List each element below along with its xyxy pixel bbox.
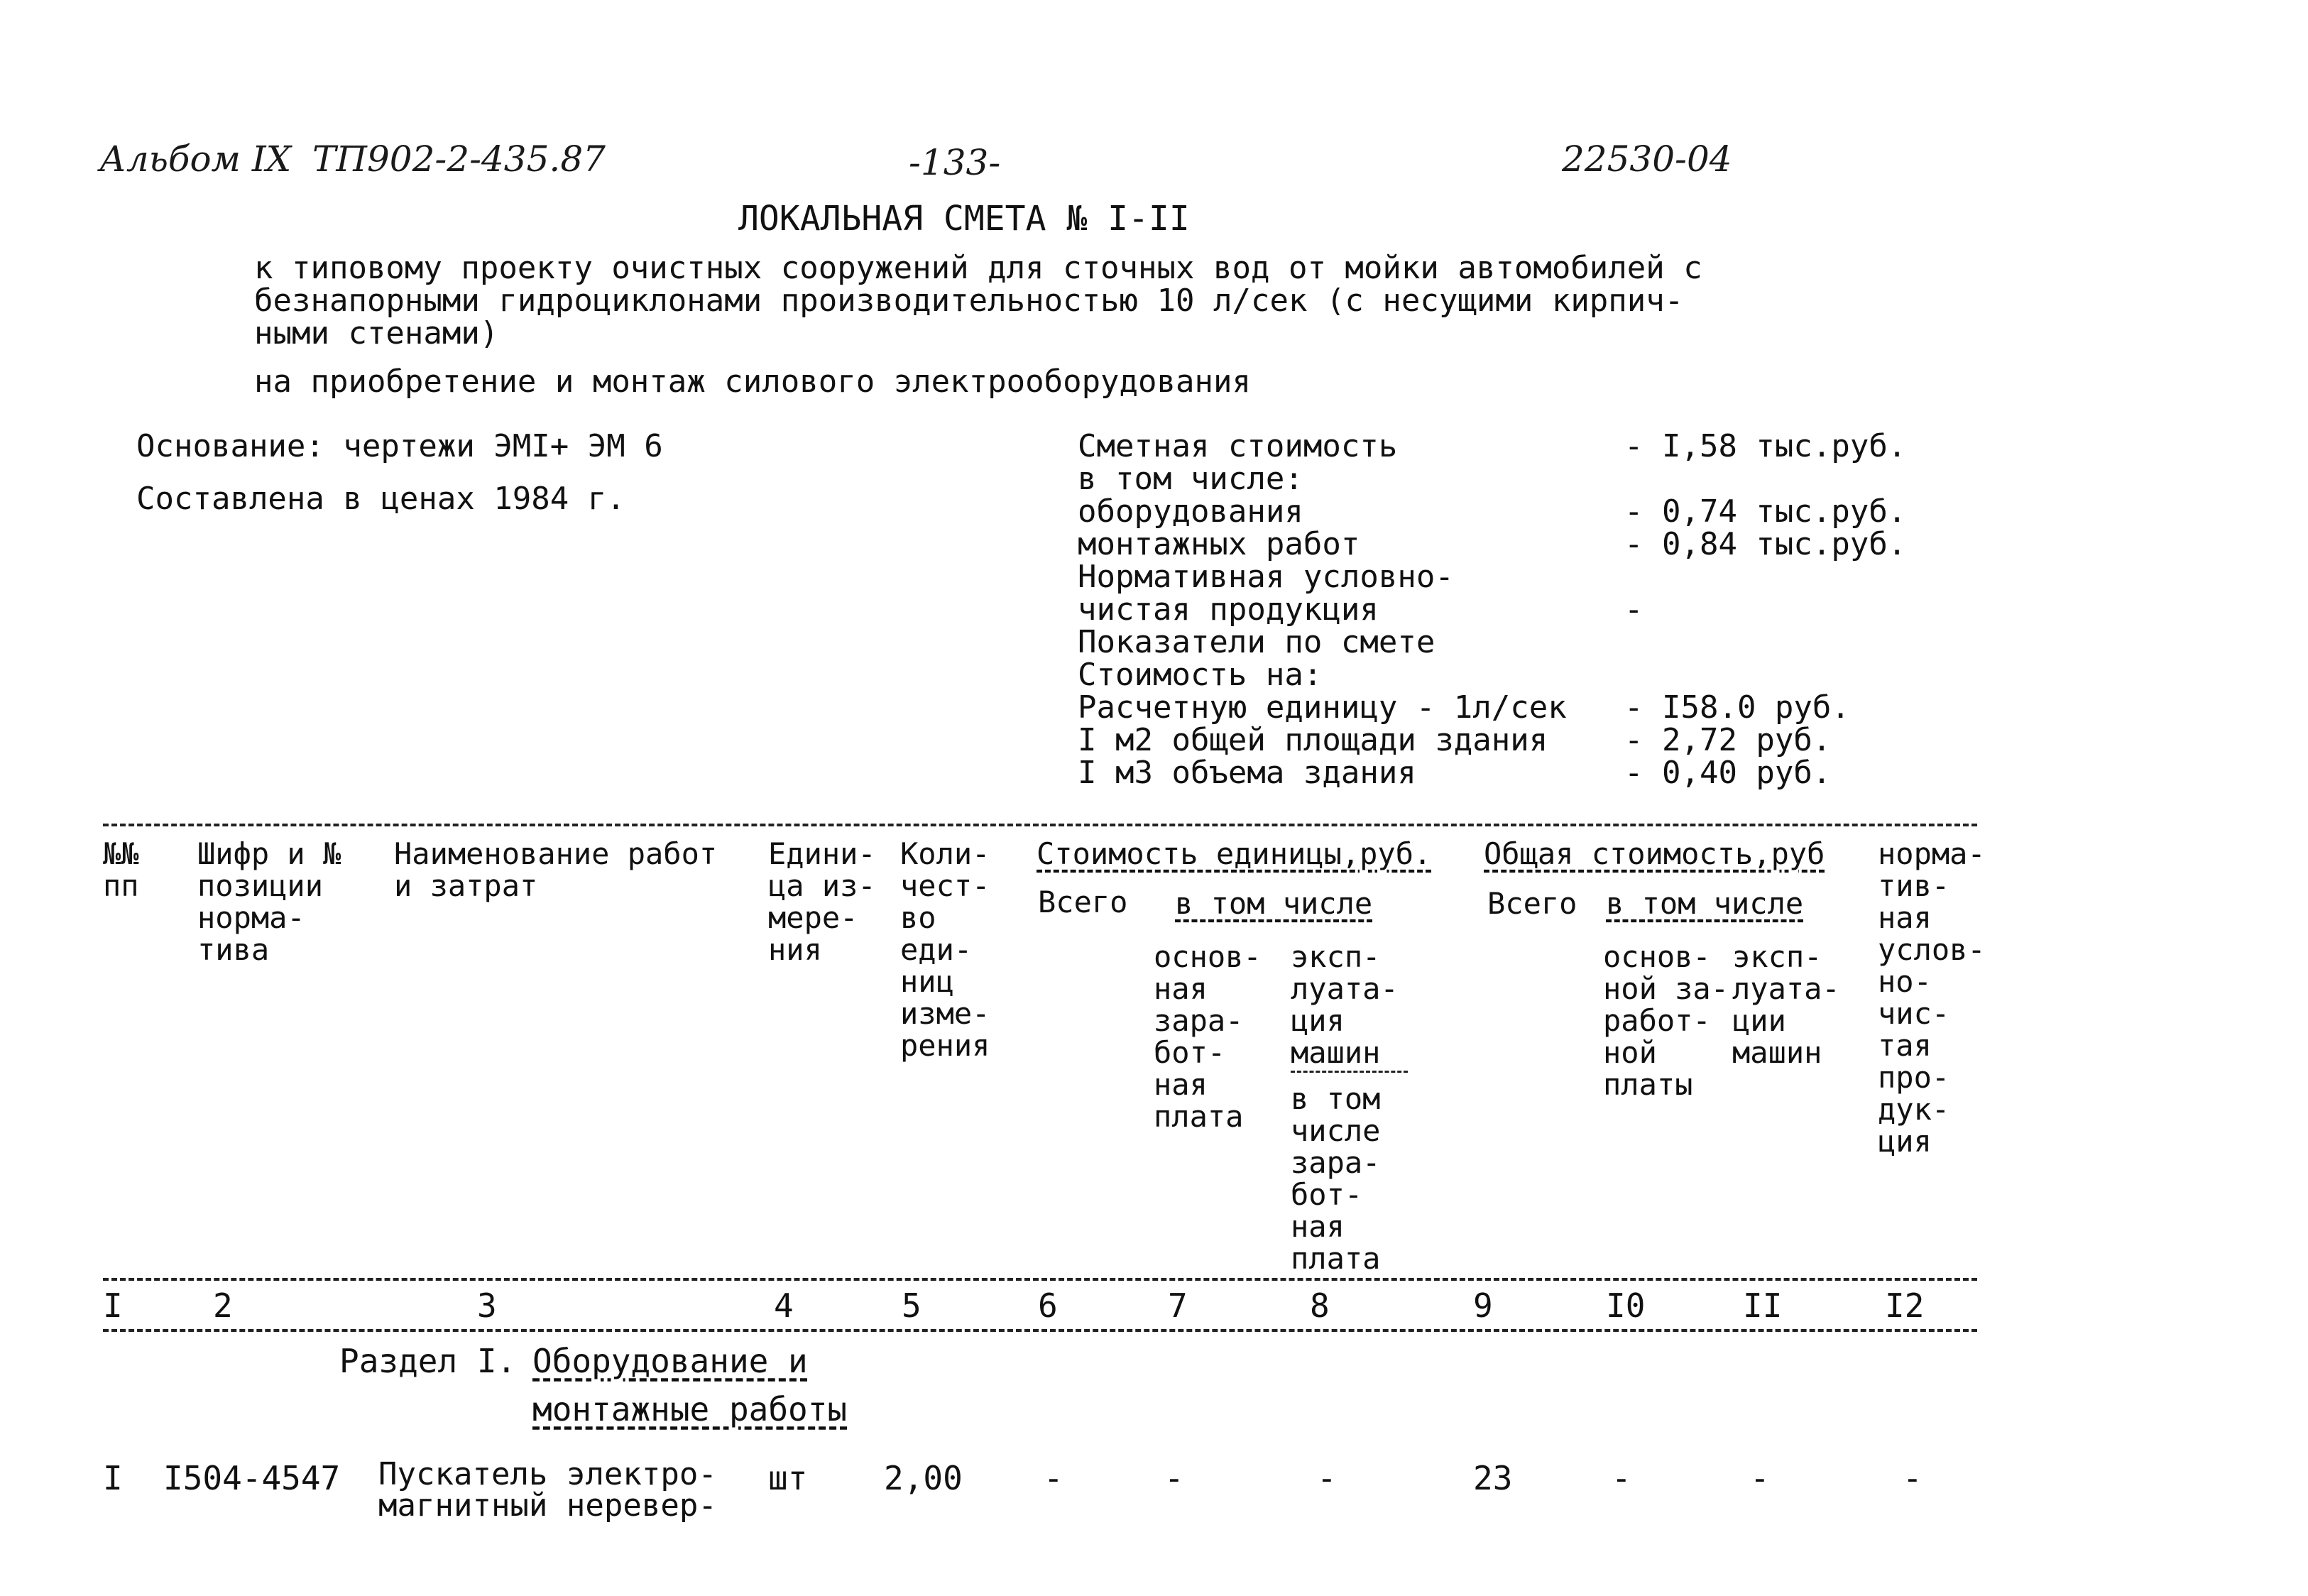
summary-label-9: I м2 общей площади здания [1078,722,1548,758]
section-prefix: Раздел I. [339,1342,517,1380]
column-number-4: 4 [774,1286,794,1325]
summary-label-10: I м3 объема здания [1078,755,1416,791]
column-numbers-rule [103,1329,1977,1332]
header-quantity: Коли- чест- во еди- ниц изме- рения [900,836,990,1063]
section-title-line-2: монтажные работы [532,1390,848,1428]
description-line-2: безнапорными гидроциклонами производительностью 10 л/сек (с несущими кирпич- [254,283,1684,319]
column-number-2: 2 [213,1286,233,1325]
column-number-10: I0 [1606,1286,1646,1325]
description-line-3: ными стенами) [254,315,499,351]
header-unit-including: в том числе [1175,886,1373,921]
basis-drawings: Основание: чертежи ЭМI+ ЭМ 6 [136,428,663,464]
header-total-cost: Общая стоимость,руб [1484,836,1825,871]
row-total-wage: - [1612,1459,1631,1497]
header-unit-machine-wage: в том числе зара- бот- ная плата [1291,1081,1381,1276]
header-net-production: норма- тив- ная услов- но- чис- тая про- дук- ция [1878,836,1986,1159]
header-work-name: Наименование работ и затрат [394,836,718,903]
basis-prices: Составлена в ценах 1984 г. [136,481,625,517]
header-unit: Едини- ца из- мере- ния [768,836,876,967]
header-bottom-rule [103,1278,1977,1281]
summary-label-7: Стоимость на: [1078,657,1323,693]
header-total-machines: эксп- луата- ции машин [1732,939,1840,1070]
column-number-5: 5 [902,1286,921,1325]
description-line-1: к типовому проекту очистных сооружений для сточных вод от мойки автомобилей с [254,250,1702,286]
column-number-7: 7 [1168,1286,1188,1325]
header-unit-base-wage: основ- ная зара- бот- ная плата [1154,939,1262,1134]
document-code: 22530-04 [1562,138,1732,180]
column-number-12: I2 [1885,1286,1925,1325]
header-unit-machines: эксп- луата- ция машин [1291,939,1399,1070]
header-total-base-wage: основ- ной за- работ- ной платы [1603,939,1729,1102]
row-total: 23 [1473,1459,1513,1497]
row-norm-code: I504-4547 [163,1459,341,1497]
summary-value-0: - I,58 тыс.руб. [1624,428,1907,464]
summary-label-1: в том числе: [1078,461,1303,497]
row-number: I [103,1459,123,1497]
row-unit-total: - [1044,1459,1063,1497]
row-net-production: - [1903,1459,1923,1497]
summary-label-0: Сметная стоимость [1078,428,1398,464]
column-number-8: 8 [1310,1286,1330,1325]
summary-label-3: монтажных работ [1078,526,1360,562]
summary-label-2: оборудования [1078,493,1303,530]
summary-value-9: - 2,72 руб. [1624,722,1832,758]
table-top-rule [103,824,1977,826]
summary-value-10: - 0,40 руб. [1624,755,1832,791]
summary-value-3: - 0,84 тыс.руб. [1624,526,1907,562]
machines-underline [1291,1071,1408,1073]
summary-label-5: чистая продукция [1078,591,1379,628]
column-number-9: 9 [1473,1286,1493,1325]
row-unit-machines: - [1317,1459,1337,1497]
summary-value-2: - 0,74 тыс.руб. [1624,493,1907,530]
header-total-including: в том числе [1606,886,1804,921]
row-total-machines: - [1750,1459,1770,1497]
row-work-name: Пускатель электро- магнитный неревер- [378,1456,717,1524]
document-title: ЛОКАЛЬНАЯ СМЕТА № I-II [738,199,1190,239]
header-unit-cost: Стоимость единицы,руб. [1037,836,1432,871]
summary-value-8: - I58.0 руб. [1624,689,1850,726]
estimate-subject: на приобретение и монтаж силового электрооборудования [254,364,1251,400]
column-number-11: II [1743,1286,1783,1325]
section-title-line-1: Оборудование и [532,1342,808,1380]
header-norm-code: Шифр и № позиции норма- тива [197,836,341,967]
summary-label-8: Расчетную единицу - 1л/сек [1078,689,1567,726]
summary-value-5: - [1624,591,1644,628]
row-unit-wage: - [1164,1459,1184,1497]
header-unit-total: Всего [1038,885,1128,919]
column-number-6: 6 [1038,1286,1058,1325]
column-number-3: 3 [477,1286,497,1325]
project-number: ТП902-2-435.87 [312,138,606,180]
summary-label-4: Нормативная условно- [1078,559,1454,595]
row-unit: шт [768,1459,808,1497]
page-number: -133- [909,142,1001,183]
header-total-total: Всего [1487,886,1577,921]
header-row-number: №№ пп [103,836,139,903]
row-quantity: 2,00 [884,1459,963,1497]
summary-label-6: Показатели по смете [1078,624,1435,660]
album-label: Альбом IX [99,138,292,180]
column-number-1: I [103,1286,123,1325]
